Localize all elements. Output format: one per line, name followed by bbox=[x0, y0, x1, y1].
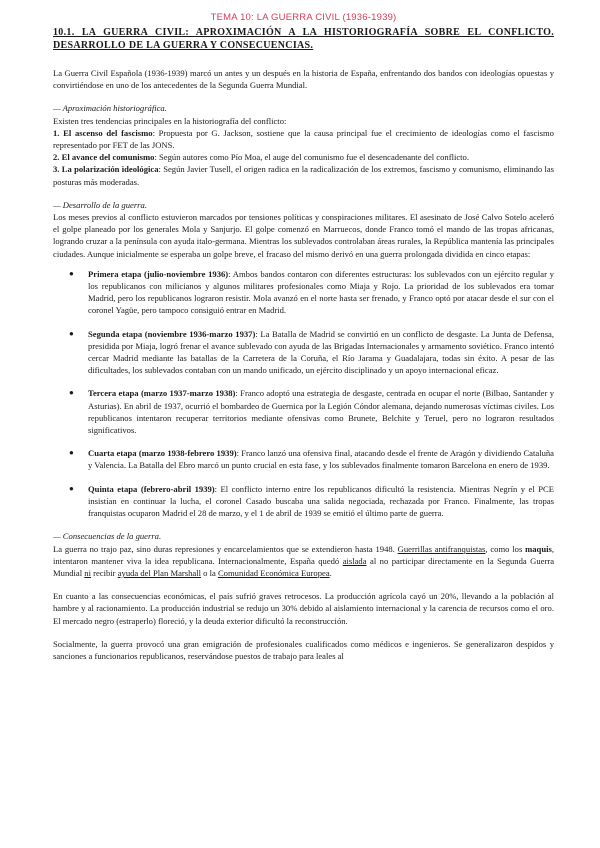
stage-label: Tercera etapa (marzo 1937-marzo 1938) bbox=[88, 388, 236, 399]
list-item: ● Cuarta etapa (marzo 1938-febrero 1939): Franco lanzó una ofensiva final, atacando desde el frente de Aragón y dividiendo Cataluña y Valencia. La Batalla del Ebro marcó un punto crucial en esta fase, y los sublevados finalmente tomaron Barcelona en enero de 1939. bbox=[69, 448, 554, 471]
bullet-icon: ● bbox=[69, 328, 74, 338]
list-item: ● Tercera etapa (marzo 1937-marzo 1938): Franco adoptó una estrategia de desgaste, centrada en ocupar el norte (Bilbao, Santander y Asturias). En abril de 1937, ocurrió el bombardeo de Guernica por la Legión Cóndor alemana, dejando numerosas víctimas civiles. Los republicanos intentaron recuperar territorios mediante ofensivas como Brunete, Belchite y Teruel, pero no lograron resultados significativos. bbox=[69, 388, 554, 436]
historiography-item: 2. El avance del comunismo: Según autores como Pío Moa, el auge del comunismo fue el desencadenante del conflicto. bbox=[53, 152, 470, 163]
historiography-lead: Existen tres tendencias principales en la historiografía del conflicto: bbox=[53, 115, 287, 126]
section-title: 10.1. LA GUERRA CIVIL: APROXIMACIÓN A LA HISTORIOGRAFÍA SOBRE EL CONFLICTO. DESARROLLO DE LA GUERRA Y CONSECUENCIAS. bbox=[53, 27, 554, 51]
development-paragraph: Los meses previos al conflicto estuvieron marcados por tensiones políticas y conspiraciones militares. El asesinato de José Calvo Sotelo aceleró el golpe planeado por los generales Mola y Sanjurjo. El golpe comenzó en Marruecos, donde Franco tomó el mando de las tropas africanas, logrando cruzar a la península con ayuda italo-germana. Mientras los sublevados controlaban áreas rurales, la República mantenía las principales ciudades. Aunque inicialmente se esperaba un golpe breve, el fracaso del mismo derivó en una guerra prolongada dividida en cinco etapas: bbox=[53, 212, 554, 259]
consequences-paragraph-2: En cuanto a las consecuencias económicas, el país sufrió graves retrocesos. La producción agrícola cayó un 20%, llevando a la población al hambre y al racionamiento. La producción industrial se redujo un 30% debido al aislamiento internacional y la carencia de recursos como el oro. El mercado negro (estraperlo) floreció, y la deuda exterior dificultó la reconstrucción. bbox=[53, 591, 554, 626]
bullet-icon: ● bbox=[69, 483, 74, 493]
consequences-heading: — Consecuencias de la guerra. bbox=[53, 531, 162, 542]
consequences-paragraph-1: La guerra no trajo paz, sino duras represiones y encarcelamientos que se extendieron hasta 1948. Guerrillas antifranquistas, como los maquis, intentaron mantener viva la idea republicana. Internacionalmente, España quedó aislada al no participar directamente en la Segunda Guerra Mundial ni recibir ayuda del Plan Marshall o la Comunidad Económica Europea. bbox=[53, 543, 555, 578]
bullet-icon: ● bbox=[69, 268, 74, 278]
historiography-heading: — Aproximación historiográfica. bbox=[53, 103, 167, 114]
list-item: ● Segunda etapa (noviembre 1936-marzo 1937): La Batalla de Madrid se convirtió en un conflicto de desgaste. La Junta de Defensa, presidida por Miaja, logró frenar el avance sublevado con ayuda de las Brigadas Internacionales y armamento soviético. Franco intentó cercar Madrid mediante las batallas de la Carretera de la Coruña, el Río Jarama y Guadalajara, todas sin éxito. A pesar de las dificultades, los sublevados contaban con un mando unificado, un ejército disciplinado y un apoyo internacional eficaz. bbox=[69, 328, 554, 376]
stage-label: Cuarta etapa (marzo 1938-febrero 1939) bbox=[88, 448, 237, 459]
bullet-icon: ● bbox=[69, 448, 74, 458]
list-item: ● Primera etapa (julio-noviembre 1936): Ambos bandos contaron con diferentes estructuras: los sublevados con un ejército regular y los republicanos con milicianos y algunos militares profesionales como Miaja y Rojo. La prioridad de los sublevados era tomar Madrid, pero los republicanos lograron resistir. Mola avanzó en el norte hasta ser frenado, y Franco optó por atacar desde el sur con el coronel Yagüe, pero tampoco consiguió entrar en Madrid. bbox=[69, 268, 554, 316]
historiography-item-label: 1. El ascenso del fascismo bbox=[53, 127, 153, 138]
list-item: ● Quinta etapa (febrero-abril 1939): El conflicto interno entre los republicanos dificultó la resistencia. Mientras Negrín y el PCE insistían en continuar la lucha, el coronel Casado buscaba una salida negociada, rechazada por Franco. Finalmente, las tropas franquistas ocuparon Madrid el 28 de marzo, y el 1 de abril de 1939 se emitió el último parte de guerra. bbox=[69, 483, 555, 519]
stage-label: Quinta etapa (febrero-abril 1939) bbox=[88, 483, 215, 494]
topic-header: TEMA 10: LA GUERRA CIVIL (1936-1939) bbox=[210, 12, 397, 23]
historiography-item-label: 3. La polarización ideológica bbox=[53, 164, 159, 175]
stages-list bbox=[53, 268, 554, 519]
intro-paragraph: La Guerra Civil Española (1936-1939) marcó un antes y un después en la historia de España, enfrentando dos bandos con ideologías opuestas y convirtiéndose en uno de los antecedentes de la Segunda Guerra Mundial. bbox=[53, 68, 554, 91]
historiography-item: 3. La polarización ideológica: Según Javier Tusell, el origen radica en la radicalización de los extremos, fascismo y comunismo, eliminando las posturas más moderadas. bbox=[53, 164, 555, 187]
stage-label: Segunda etapa (noviembre 1936-marzo 1937) bbox=[88, 328, 256, 339]
consequences-paragraph-3: Socialmente, la guerra provocó una gran emigración de profesionales cualificados como médicos e ingenieros. Se generalizaron despidos y sanciones a funcionarios republicanos, reservándose puestos de trabajo para leales al bbox=[53, 638, 554, 661]
bullet-icon: ● bbox=[69, 388, 74, 398]
historiography-item: 1. El ascenso del fascismo: Propuesta por G. Jackson, sostiene que la causa principal fue el crecimiento de ideologías como el fascismo representado por FET de las JONS. bbox=[53, 127, 554, 151]
development-heading: — Desarrollo de la guerra. bbox=[53, 199, 147, 210]
historiography-item-label: 2. El avance del comunismo bbox=[53, 152, 155, 163]
stage-label: Primera etapa (julio-noviembre 1936) bbox=[88, 268, 229, 279]
